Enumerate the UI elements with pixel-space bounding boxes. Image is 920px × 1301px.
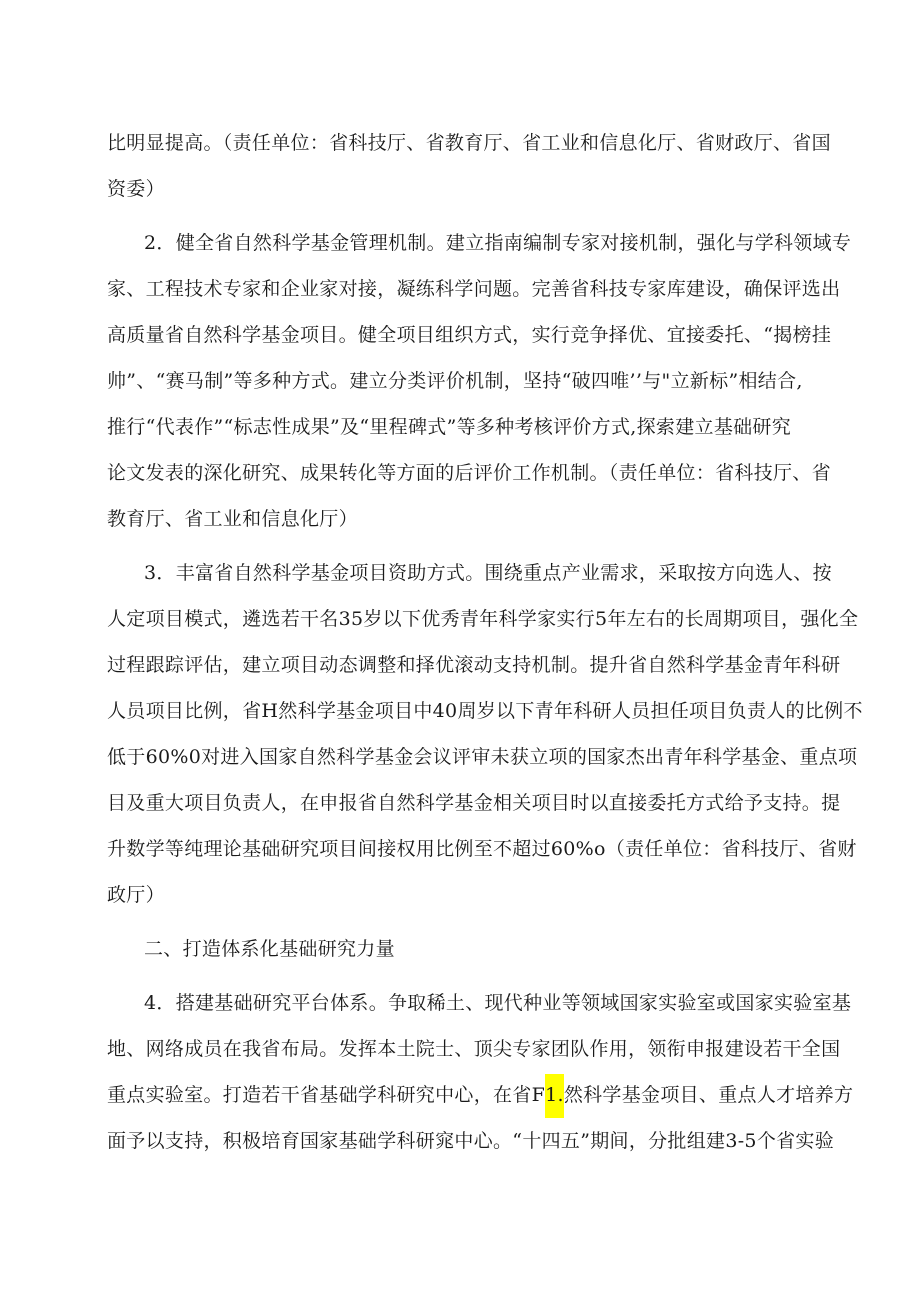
text-line: 人员项目比例，省H然科学基金项目中40周岁以下青年科研人员担任项目负责人的比例不 xyxy=(107,700,863,722)
text-line: 家、工程技术专家和企业家对接，凝练科学问题。完善省科技专家库建设，确保评选出 xyxy=(107,278,841,300)
text-line: 高质量省自然科学基金项目。健全项目组织方式，实行竞争择优、宜接委托、“揭榜挂 xyxy=(107,324,832,346)
text-line: 目及重大项目负责人，在申报省自然科学基金相关项目时以直接委托方式给予支持。提 xyxy=(107,792,841,814)
text-line: 帅”、“赛马制”等多种方式。建立分类评价机制，坚持“破四唯’’与"立新标”相结合, xyxy=(107,370,803,392)
text-line: 政厅） xyxy=(107,884,165,906)
text-line: 面予以支持，积极培育国家基础学科研窕中心。“十四五”期间，分批组建3-5个省实验 xyxy=(107,1130,835,1152)
text-line: 过程跟踪评估，建立项目动态调整和择优滚动支持机制。提升省自然科学基金青年科研 xyxy=(107,654,841,676)
text-segment: 重点实验室。打造若干省基础学科研究中心，在省F xyxy=(107,1084,546,1106)
text-line: 地、网络成员在我省布局。发挥本土院士、顶尖专家团队作用，领衔申报建设若干全国 xyxy=(107,1038,841,1060)
text-line: 人定项目模式，遴选若干名35岁以下优秀青年科学家实行5年左右的长周期项目，强化全 xyxy=(107,608,859,630)
text-line: 低于60%0对进入国家自然科学基金会议评审未获立项的国家杰出青年科学基金、重点项 xyxy=(107,746,858,768)
text-line: 论文发表的深化研究、成果转化等方面的后评价工作机制。（责任单位：省科技厅、省 xyxy=(107,462,831,484)
paragraph-3-start: 3．丰富省自然科学基金项目资助方式。围绕重点产业需求，采取按方向选人、按 xyxy=(144,562,832,584)
text-line: 推行“代表作”“标志性成果”及“里程碑式”等多种考核评价方式,探索建立基础研究 xyxy=(107,416,792,438)
text-segment: 然科学基金项目、重点人才培养方 xyxy=(563,1084,854,1106)
paragraph-2-start: 2．健全省自然科学基金管理机制。建立指南编制专家对接机制，强化与学科领域专 xyxy=(144,232,852,254)
highlight-mark: 1. xyxy=(545,1074,564,1118)
paragraph-4-start: 4．搭建基础研究平台体系。争取稀土、现代种业等领域国家实验室或国家实验室基 xyxy=(144,992,852,1014)
text-line: 升数学等纯理论基础研究项目间接权用比例至不超过60%o（责任单位：省科技厅、省财 xyxy=(107,838,857,860)
highlighted-text-line xyxy=(107,1082,854,1108)
text-line: 比明显提高。（责任单位：省科技厅、省教育厅、省工业和信息化厅、省财政厅、省国 xyxy=(107,132,831,154)
section-heading: 二、打造体系化基础研究力量 xyxy=(144,938,395,960)
text-line: 教育厅、省工业和信息化厅） xyxy=(107,508,358,530)
text-line: 资委） xyxy=(107,178,165,200)
